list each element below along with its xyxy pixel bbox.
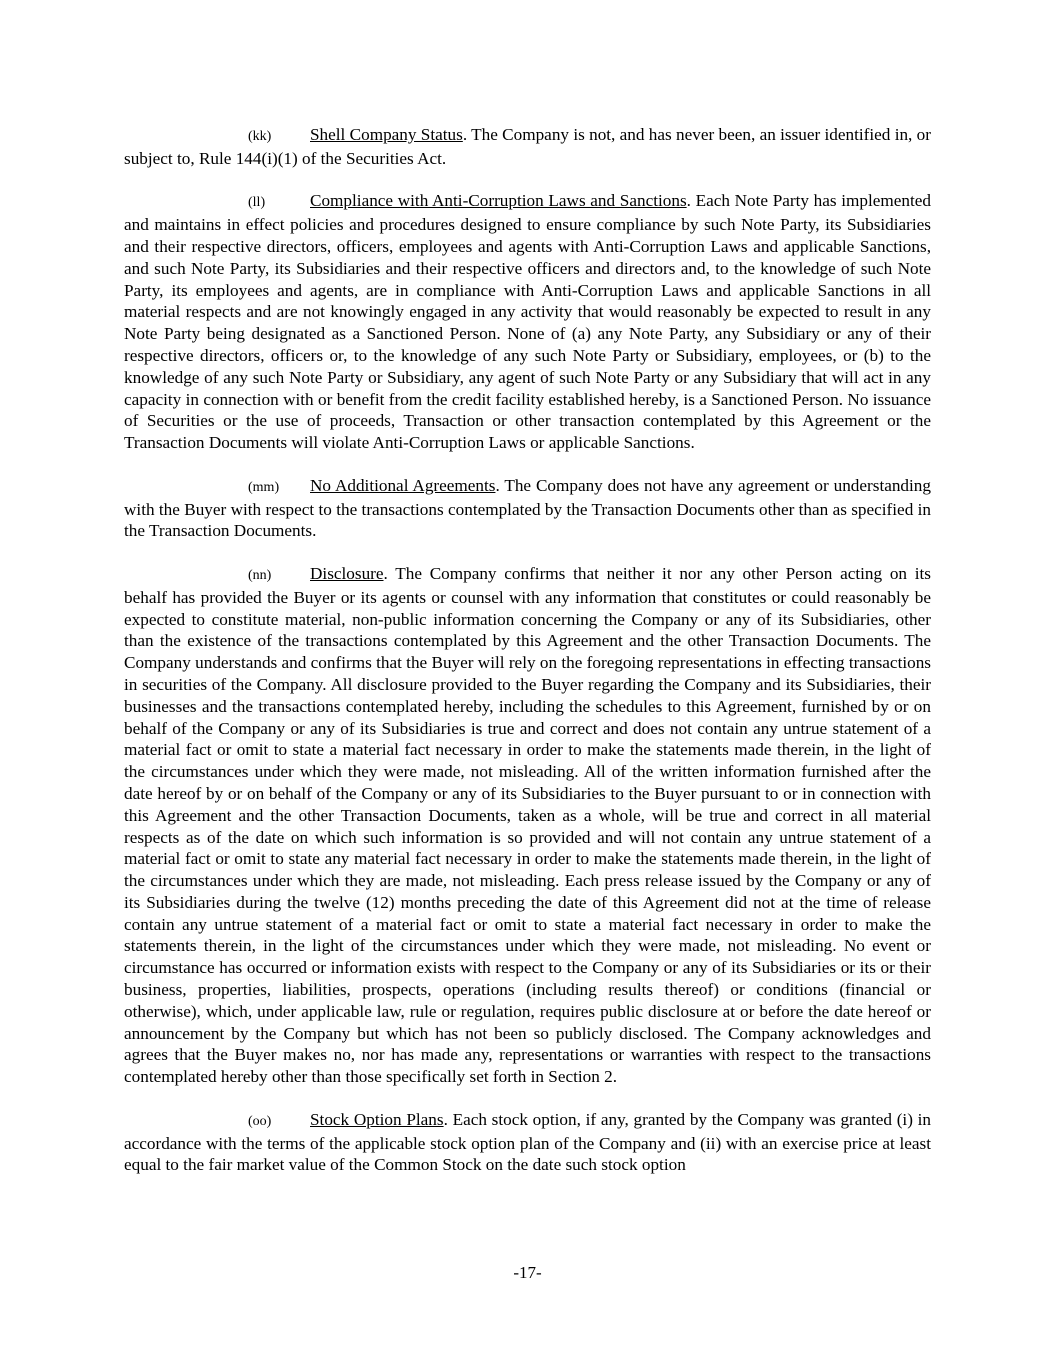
section-text: . The Company does not have any agreement or understanding with the Buyer with respect to the transactions contemplated by the Transaction Documents other than as specified in the Transaction Documents. [124,475,931,541]
section-text: . The Company is not, and has never been, an issuer identified in, or subject to, Rule 144(i)(1) of the Securities Act. [124,125,931,168]
section-heading: Disclosure [310,563,384,583]
section-number: (nn) [248,567,272,583]
section-heading: Shell Company Status [310,125,463,144]
section-nn [124,563,931,1088]
section-number: (oo) [248,1113,272,1129]
section-ll [124,190,931,454]
document-body [124,124,931,1197]
section-number: (mm) [248,479,280,495]
section-text: . Each stock option, if any, granted by the Company was granted (i) in accordance with the terms of the applicable stock option plan of the Company and (ii) with an exercise price at least equal to the fair market value of the Common Stock on the date such stock option [124,1109,932,1175]
section-kk [124,124,931,170]
section-heading: Stock Option Plans [310,1109,444,1129]
section-number: (kk) [248,129,272,144]
section-text: . Each Note Party has implemented and maintains in effect policies and procedures designed to ensure compliance by such Note Party, its Subsidiaries and their respective directors, officers, employees and agents with Anti-Corruption Laws and applicable Sanctions, and such Note Party, its Subsidiaries and their respective officers and directors and, to the knowledge of such Note Party, its employees and agents, are in compliance with Anti-Corruption Laws and applicable Sanctions in all material respects and are not knowingly engaged in any activity that would reasonably be expected to result in any Note Party being designated as a Sanctioned Person. None of (a) any Note Party, any Subsidiary or any of their respective directors, officers or, to the knowledge of any such Note Party or Subsidiary, employees, or (b) to the knowledge of any such Note Party or Subsidiary, any agent of such Note Party or any Subsidiary that will act in any capacity in connection with or benefit from the credit facility established hereby, is a Sanctioned Person. No issuance of Securities or the use of proceeds, Transaction or other transaction contemplated by this Agreement or the Transaction Documents will violate Anti-Corruption Laws or applicable Sanctions. [124,191,932,453]
section-heading: No Additional Agreements [310,475,496,495]
section-oo [124,1109,931,1176]
section-number: (ll) [248,195,266,211]
section-text: . The Company confirms that neither it nor any other Person acting on its behalf has provided the Buyer or its agents or counsel with any information that constitutes or could reasonably be expected to constitute material, non-public information concerning the Company or any of its Subsidiaries, other than the existence of the transactions contemplated by this Agreement and the other Transaction Documents. The Company understands and confirms that the Buyer will rely on the foregoing representations in effecting transactions in securities of the Company. All disclosure provided to the Buyer regarding the Company and its Subsidiaries, their businesses and the transactions contemplated hereby, including the schedules to this Agreement, furnished by or on behalf of the Company or any of its Subsidiaries is true and correct and does not contain any untrue statement of a material fact or omit to state a material fact necessary in order to make the statements made therein, in the light of the circumstances under which they were made, not misleading. All of the written information furnished after the date hereof by or on behalf of the Company or any of its Subsidiaries to the Buyer pursuant to or in connection with this Agreement and the other Transaction Documents, taken as a whole, will be true and correct in all material respects as of the date on which such information is so provided and will not contain any untrue statement of a material fact or omit to state any material fact necessary in order to make the statements made therein, in the light of the circumstances under which they are made, not misleading. Each press release issued by the Company or any of its Subsidiaries during the twelve (12) months preceding the date of this Agreement did not at the time of release contain any untrue statement of a material fact or omit to state a material fact necessary in order to make the statements therein, in the light of the circumstances under which they were made, not misleading. No event or circumstance has occurred or information exists with respect to the Company or any of its Subsidiaries or its or their business, properties, liabilities, prospects, operations (including results thereof) or conditions (financial or otherwise), which, under applicable law, rule or regulation, requires public disclosure at or before the date hereof or announcement by the Company but which has not been so publicly disclosed. The Company acknowledges and agrees that the Buyer makes no, nor has made any, representations or warranties with respect to the transactions contemplated hereby other than those specifically set forth in Section 2. [124,563,931,1087]
page-number: -17- [513,1263,542,1282]
section-heading: Compliance with Anti-Corruption Laws and Sanctions [310,191,687,211]
section-mm [124,475,931,542]
